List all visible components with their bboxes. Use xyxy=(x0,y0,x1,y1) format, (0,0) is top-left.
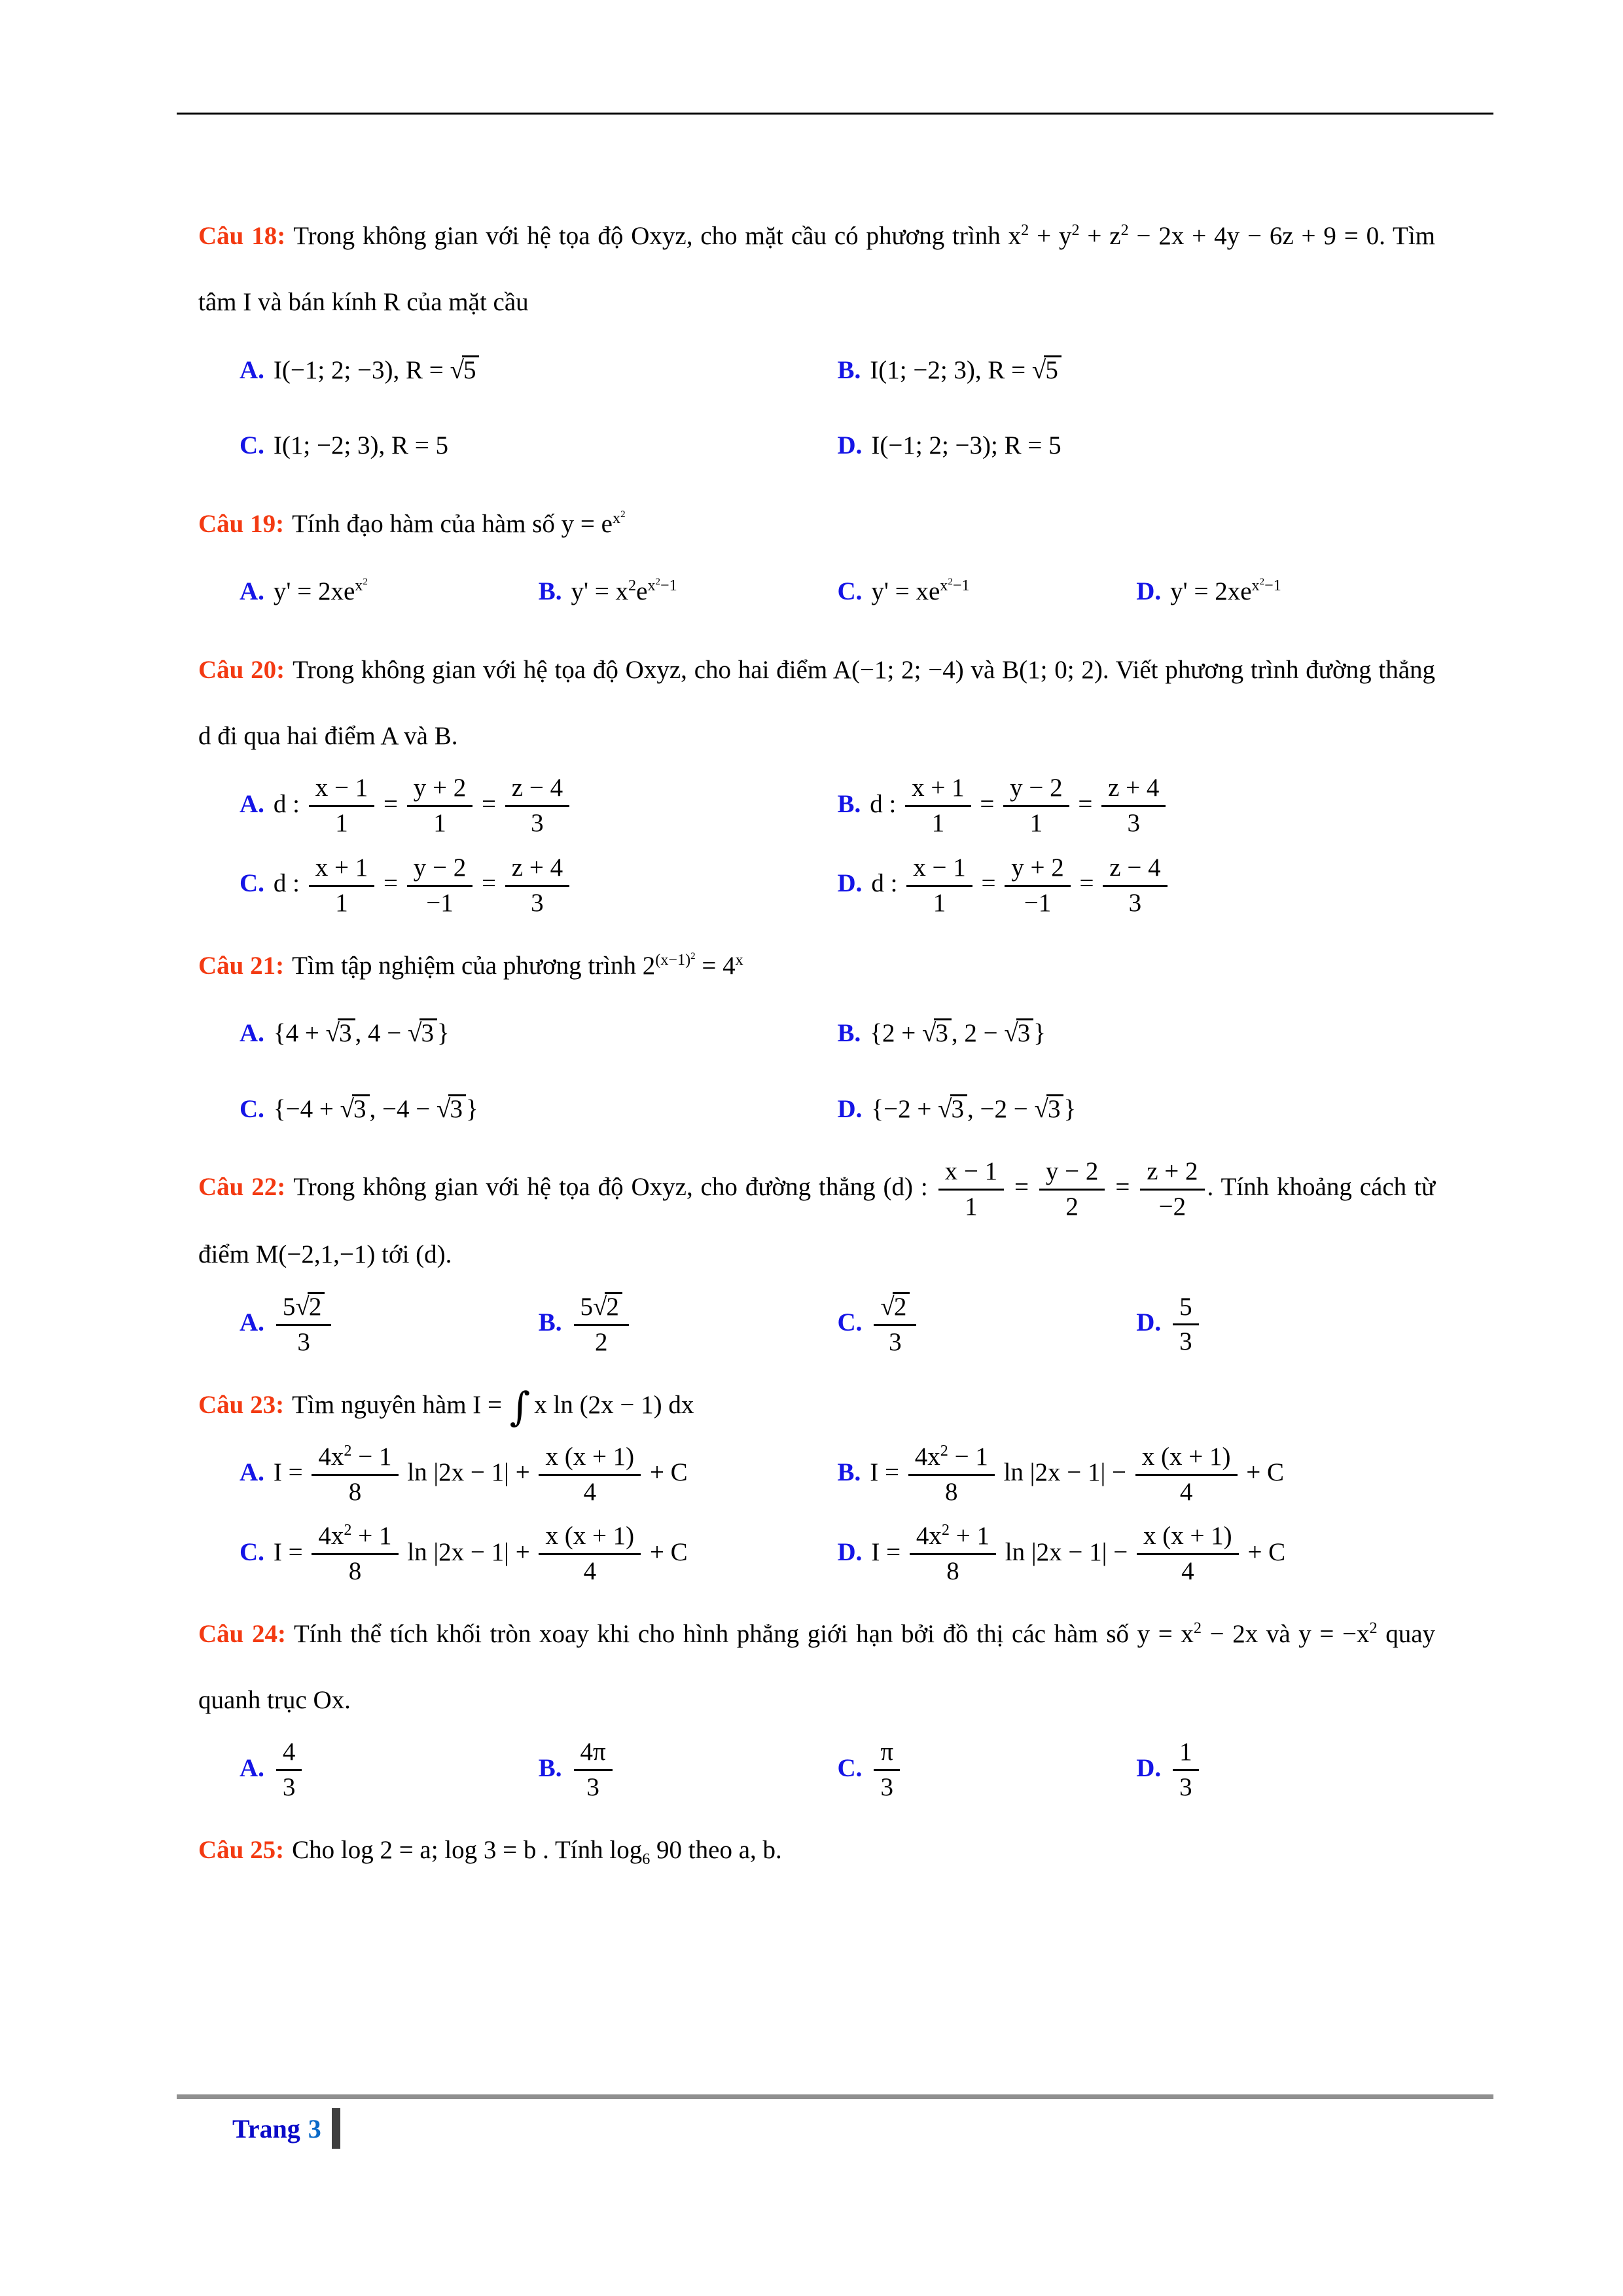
fraction xyxy=(1001,774,1072,838)
sqrt-radical xyxy=(408,1018,437,1047)
option-letter: A. xyxy=(240,1458,264,1487)
option-A xyxy=(240,774,838,838)
radical-sign: √ xyxy=(880,1293,895,1321)
question-label: Câu 24: xyxy=(198,1619,286,1648)
sqrt-radical xyxy=(437,1094,466,1123)
fraction-numerator: y − 2 xyxy=(407,853,473,887)
option-A xyxy=(240,1738,539,1803)
option-content: {−4 + √3 , −4 − √3 } xyxy=(273,1094,478,1123)
fraction-numerator: $4x^2 - 1$ xyxy=(908,1443,995,1476)
option-C xyxy=(240,1079,838,1140)
sqrt-radical xyxy=(938,1094,967,1123)
option-letter: A. xyxy=(240,577,264,606)
fraction-numerator: π xyxy=(874,1738,900,1771)
question-stem-text: Tìm nguyên hàm I = ∫ x ln (2x − 1) dx xyxy=(292,1384,694,1430)
radicand: 2 xyxy=(308,1292,325,1321)
fraction xyxy=(309,1443,401,1507)
fraction-denominator: 4 xyxy=(583,1557,597,1586)
fraction-numerator: $4x^2 + 1$ xyxy=(312,1522,398,1555)
question-stem-text: Trong không gian với hệ tọa độ Oxyz, cho hai điểm A(−1; 2; −4) và B(1; 0; 2). Viết phương trình đường thẳng d đi qua hai điểm A và B. xyxy=(198,655,1436,751)
fraction-numerator xyxy=(874,1292,916,1326)
fraction-numerator: x + 1 xyxy=(905,774,971,807)
question-stem-text: Tính thể tích khối tròn xoay khi cho hình phẳng giới hạn bởi đồ thị các hàm số $y = x^2 - 2x$ và $y = -x^2$ quay quanh trục Ox. xyxy=(198,1619,1436,1715)
fraction-denominator: 3 xyxy=(531,809,544,838)
superscript: 2 xyxy=(628,577,637,595)
fraction xyxy=(536,1443,643,1507)
option-A xyxy=(240,1442,838,1507)
option-D xyxy=(1136,1738,1435,1803)
fraction xyxy=(904,853,975,918)
option-C xyxy=(838,561,1137,622)
option-content: $y' = 2xe^{x^2}$ xyxy=(273,577,368,606)
option-list xyxy=(240,1738,1435,1803)
question-stem xyxy=(198,1372,1435,1438)
option-content: d : $\frac{x - 1}{1}$ = $\frac{y + 2}{-1}$ = $\frac{z - 4}{3}$ xyxy=(871,869,1169,897)
option-letter: C. xyxy=(240,431,264,460)
option-content xyxy=(1170,1738,1202,1802)
page-footer xyxy=(177,2094,1493,2149)
option-content: d : $\frac{x + 1}{1}$ = $\frac{y - 2}{1}$ = $\frac{z + 4}{3}$ xyxy=(870,790,1168,818)
fraction-numerator: y + 2 xyxy=(1005,853,1071,887)
option-content: d : $\frac{x + 1}{1}$ = $\frac{y - 2}{-1}$ = $\frac{z + 4}{3}$ xyxy=(274,869,572,897)
fraction-denominator: 8 xyxy=(946,1557,959,1586)
option-letter: A. xyxy=(240,1753,264,1782)
option-list xyxy=(240,774,1435,918)
fraction xyxy=(871,1292,919,1357)
option-content xyxy=(274,1738,305,1802)
option-letter: D. xyxy=(837,1094,863,1123)
radical-sign: √ xyxy=(340,1094,355,1123)
option-list xyxy=(240,561,1435,622)
question-label: Câu 18: xyxy=(198,222,286,250)
fraction-denominator: 4 xyxy=(1181,1557,1194,1586)
fraction-numerator: 5√2 xyxy=(276,1292,331,1326)
fraction xyxy=(902,774,974,838)
option-letter: D. xyxy=(1136,577,1162,606)
superscript: x2−1 xyxy=(940,577,970,595)
fraction-denominator: 1 xyxy=(1029,809,1043,838)
fraction-numerator: x (x + 1) xyxy=(539,1443,641,1476)
fraction-denominator: 3 xyxy=(1128,888,1142,917)
option-D xyxy=(838,1079,1436,1140)
question-stem xyxy=(198,203,1435,336)
question-stem xyxy=(198,637,1435,770)
sqrt-radical xyxy=(1032,355,1061,384)
fraction xyxy=(1002,853,1073,918)
fraction-numerator: 5 xyxy=(1173,1293,1199,1326)
fraction-denominator: 1 xyxy=(335,888,348,917)
fraction-denominator: 3 xyxy=(1179,1773,1192,1802)
question-24 xyxy=(198,1601,1435,1803)
fraction xyxy=(404,774,476,838)
page-number-label: Trang xyxy=(232,2113,300,2144)
option-content: I(−1; 2; −3); R = 5 xyxy=(871,431,1061,460)
option-letter: C. xyxy=(240,869,264,898)
radical-sign: √ xyxy=(593,1293,607,1321)
radicand: 5 xyxy=(1044,355,1061,384)
fraction-numerator: y − 2 xyxy=(1039,1157,1105,1191)
fraction-numerator: 4π xyxy=(574,1738,613,1771)
radical-sign: √ xyxy=(437,1094,451,1123)
fraction-denominator: 2 xyxy=(1065,1192,1079,1221)
fraction-denominator: 3 xyxy=(586,1773,599,1802)
sqrt-radical xyxy=(880,1292,910,1321)
radicand: 2 xyxy=(605,1292,622,1321)
option-content: $y' = xe^{x^2-1}$ xyxy=(871,577,970,606)
fraction xyxy=(571,1738,615,1803)
fraction-numerator: 5√2 xyxy=(574,1292,629,1326)
superscript: 2 xyxy=(690,950,696,961)
fraction-numerator: $4x^2 + 1$ xyxy=(910,1522,996,1555)
question-22 xyxy=(198,1154,1435,1357)
option-A xyxy=(240,340,838,401)
question-stem xyxy=(198,1154,1435,1288)
fraction-denominator: 3 xyxy=(1179,1327,1192,1356)
fraction-denominator: 1 xyxy=(965,1192,978,1221)
option-content: I = $\frac{4x^2 - 1}{8}$ ln |2x − 1| + $\frac{x (x + 1)}{4}$ + C xyxy=(273,1441,688,1506)
option-letter: B. xyxy=(538,577,562,606)
superscript: 2 xyxy=(363,577,368,588)
option-content xyxy=(274,1293,334,1356)
fraction xyxy=(1170,1738,1202,1803)
fraction xyxy=(871,1738,902,1803)
option-content: {−2 + √3 , −2 − √3 } xyxy=(871,1094,1077,1123)
option-letter: C. xyxy=(837,1753,863,1782)
option-C xyxy=(240,853,838,918)
question-stem-text: Trong không gian với hệ tọa độ Oxyz, cho mặt cầu có phương trình $x^2 + y^2 + z^2 - 2x + 4y - 6z + 9 = 0$. Tìm tâm I và bán kính R của mặt cầu xyxy=(198,221,1435,317)
footer-rule xyxy=(177,2094,1493,2099)
fraction-numerator: z + 2 xyxy=(1140,1157,1204,1191)
fraction xyxy=(1137,1157,1207,1222)
superscript: 2 xyxy=(655,577,661,588)
sqrt-radical xyxy=(922,1018,952,1047)
superscript: x2 xyxy=(612,509,626,527)
sqrt-radical xyxy=(450,355,480,384)
option-A xyxy=(240,561,539,622)
superscript: 2 xyxy=(344,1441,352,1460)
fraction-denominator: −1 xyxy=(1024,888,1052,917)
option-content xyxy=(1170,1292,1202,1356)
fraction-numerator: y − 2 xyxy=(1003,774,1069,807)
question-label: Câu 23: xyxy=(198,1390,285,1419)
option-letter: D. xyxy=(1136,1753,1162,1782)
fraction-numerator: x − 1 xyxy=(938,1157,1005,1191)
option-B xyxy=(539,1738,838,1803)
option-letter: A. xyxy=(240,1018,264,1047)
question-label: Câu 21: xyxy=(198,951,285,980)
fraction xyxy=(1134,1522,1241,1587)
radical-sign: √ xyxy=(325,1018,340,1047)
sqrt-radical xyxy=(1035,1094,1064,1123)
fraction-numerator: x − 1 xyxy=(309,774,375,807)
option-content: {4 + √3 , 4 − √3 } xyxy=(273,1018,450,1047)
fraction-denominator: 1 xyxy=(931,809,945,838)
option-letter: A. xyxy=(240,1308,264,1336)
option-content: I = $\frac{4x^2 - 1}{8}$ ln |2x − 1| − $\frac{x (x + 1)}{4}$ + C xyxy=(870,1441,1285,1506)
fraction xyxy=(906,1443,997,1507)
option-C xyxy=(240,1522,838,1587)
option-content xyxy=(871,1738,902,1802)
fraction-numerator: z + 4 xyxy=(505,853,569,887)
option-letter: C. xyxy=(837,577,863,606)
question-stem-text: Trong không gian với hệ tọa độ Oxyz, cho đường thẳng (d) : $\frac{x - 1}{1}$ = $\frac{y - 2}{2}$ = $\frac{z + 2}{-2}$ . Tính khoảng cách từ điểm M(−2,1,−1) tới (d). xyxy=(198,1157,1436,1269)
superscript: x xyxy=(735,950,743,969)
question-label: Câu 22: xyxy=(198,1173,286,1202)
option-letter: C. xyxy=(240,1094,264,1123)
question-stem xyxy=(198,933,1435,999)
subscript: 6 xyxy=(642,1850,651,1868)
option-letter: A. xyxy=(240,789,264,818)
superscript: 2 xyxy=(1259,577,1265,588)
option-content: I(1; −2; 3), R = √5 xyxy=(870,356,1061,384)
option-list xyxy=(240,1292,1435,1357)
option-B xyxy=(838,1442,1436,1507)
question-stem xyxy=(198,1601,1435,1734)
radical-sign: √ xyxy=(921,1018,936,1047)
option-letter: B. xyxy=(837,355,861,384)
option-B xyxy=(838,1003,1436,1064)
question-18 xyxy=(198,203,1435,476)
option-letter: C. xyxy=(837,1308,863,1336)
radicand: 3 xyxy=(1046,1094,1064,1123)
fraction-denominator: 3 xyxy=(1127,809,1141,838)
fraction-numerator: z − 4 xyxy=(1103,853,1167,887)
option-letter: B. xyxy=(837,1018,861,1047)
fraction xyxy=(306,853,378,918)
fraction xyxy=(1037,1157,1108,1222)
fraction xyxy=(503,853,572,918)
option-B xyxy=(838,340,1436,401)
fraction-denominator: 8 xyxy=(348,1477,362,1506)
fraction-numerator: z − 4 xyxy=(505,774,569,807)
question-label: Câu 19: xyxy=(198,509,285,538)
question-stem-text: Tính đạo hàm của hàm số $y = e^{x^2}$ xyxy=(292,509,626,538)
superscript: 2 xyxy=(620,509,626,520)
fraction-numerator: x + 1 xyxy=(309,853,375,887)
option-letter: D. xyxy=(1136,1308,1162,1336)
option-letter: B. xyxy=(538,1753,562,1782)
fraction-denominator: 1 xyxy=(433,809,446,838)
superscript: 2 xyxy=(1369,1619,1378,1637)
question-25 xyxy=(198,1817,1435,1883)
fraction-numerator: z + 4 xyxy=(1101,774,1166,807)
option-A xyxy=(240,1003,838,1064)
option-C xyxy=(838,1738,1137,1803)
option-letter: C. xyxy=(240,1537,264,1566)
question-stem-text: Tìm tập nghiệm của phương trình $2^{(x-1)^2} = 4^x$ xyxy=(292,950,743,980)
option-D xyxy=(1136,1292,1435,1357)
fraction xyxy=(306,774,378,838)
option-C xyxy=(838,1292,1137,1357)
superscript: 2 xyxy=(948,577,953,588)
fraction-denominator: −2 xyxy=(1158,1192,1186,1221)
fraction-numerator: y + 2 xyxy=(407,774,473,807)
fraction xyxy=(503,774,572,838)
fraction-numerator: $4x^2 - 1$ xyxy=(312,1443,398,1476)
fraction xyxy=(1100,853,1169,918)
superscript: x2 xyxy=(355,577,368,595)
fraction-denominator: 3 xyxy=(297,1327,310,1356)
superscript: 2 xyxy=(940,1441,948,1460)
page-number-line xyxy=(232,2108,1493,2149)
option-D xyxy=(1136,561,1435,622)
fraction xyxy=(309,1522,401,1587)
fraction-denominator: 8 xyxy=(945,1477,958,1506)
option-B xyxy=(539,1292,838,1357)
superscript: 2 xyxy=(344,1521,352,1539)
fraction-denominator: 2 xyxy=(594,1327,608,1356)
option-content: I(1; −2; 3), R = 5 xyxy=(273,431,449,460)
option-D xyxy=(838,415,1436,476)
question-label: Câu 20: xyxy=(198,655,285,684)
superscript: x2−1 xyxy=(647,577,677,595)
option-letter: D. xyxy=(837,431,863,460)
option-letter: B. xyxy=(837,1458,861,1487)
question-23 xyxy=(198,1372,1435,1587)
option-list xyxy=(240,1003,1435,1139)
page-number: 3 xyxy=(308,2113,321,2144)
radicand: 3 xyxy=(338,1018,355,1047)
radicand: 3 xyxy=(352,1094,370,1123)
fraction xyxy=(274,1738,305,1803)
superscript: 2 xyxy=(1021,221,1029,239)
radicand: 2 xyxy=(893,1292,910,1321)
superscript: 2 xyxy=(1071,221,1080,239)
option-content: d : $\frac{x - 1}{1}$ = $\frac{y + 2}{1}$ = $\frac{z - 4}{3}$ xyxy=(274,790,572,818)
fraction xyxy=(1170,1293,1202,1357)
question-stem xyxy=(198,1817,1435,1883)
fraction-numerator: 4 xyxy=(276,1738,302,1771)
option-letter: B. xyxy=(538,1308,562,1336)
option-letter: A. xyxy=(240,355,264,384)
sqrt-radical xyxy=(1004,1018,1033,1047)
superscript: 2 xyxy=(1120,221,1129,239)
option-D xyxy=(838,853,1436,918)
question-20 xyxy=(198,637,1435,918)
fraction-denominator: 3 xyxy=(889,1327,902,1356)
sqrt-radical xyxy=(326,1018,355,1047)
radical-sign: √ xyxy=(295,1293,310,1321)
question-stem-text: Cho log 2 = a; log 3 = b . Tính $\log_6 90$ theo a, b. xyxy=(292,1836,782,1868)
radicand: 3 xyxy=(1016,1018,1034,1047)
fraction-denominator: 1 xyxy=(933,888,946,917)
option-content: I(−1; 2; −3), R = √5 xyxy=(274,356,480,384)
option-letter: D. xyxy=(837,869,863,898)
fraction-numerator: x (x + 1) xyxy=(539,1522,641,1555)
fraction xyxy=(1099,774,1168,838)
fraction xyxy=(936,1157,1007,1222)
superscript: (x−1)2 xyxy=(655,950,696,969)
superscript: 2 xyxy=(1193,1619,1202,1637)
question-label: Câu 25: xyxy=(198,1836,285,1865)
fraction xyxy=(907,1522,999,1587)
question-list xyxy=(198,203,1435,1898)
radicand: 3 xyxy=(448,1094,466,1123)
option-letter: B. xyxy=(837,789,861,818)
option-letter: D. xyxy=(837,1537,863,1566)
fraction xyxy=(1133,1443,1240,1507)
radical-sign: √ xyxy=(450,355,464,384)
radical-sign: √ xyxy=(408,1018,422,1047)
radical-sign: √ xyxy=(1031,355,1046,384)
question-21 xyxy=(198,933,1435,1140)
radical-sign: √ xyxy=(1034,1094,1048,1123)
fraction-denominator: 1 xyxy=(335,809,348,838)
sqrt-radical xyxy=(340,1094,370,1123)
fraction xyxy=(274,1292,334,1357)
option-D xyxy=(838,1522,1436,1587)
option-C xyxy=(240,415,838,476)
option-content: I = $\frac{4x^2 + 1}{8}$ ln |2x − 1| − $\frac{x (x + 1)}{4}$ + C xyxy=(871,1521,1286,1586)
sqrt-radical xyxy=(593,1292,622,1321)
radicand: 3 xyxy=(934,1018,952,1047)
fraction xyxy=(571,1292,632,1357)
option-content: {2 + √3 , 2 − √3 } xyxy=(870,1018,1046,1047)
superscript: x2−1 xyxy=(1251,577,1281,595)
option-content: $y' = 2xe^{x^2-1}$ xyxy=(1170,577,1281,606)
sqrt-radical xyxy=(295,1292,325,1321)
option-list xyxy=(240,340,1435,476)
fraction-denominator: 3 xyxy=(531,888,544,917)
question-stem xyxy=(198,491,1435,557)
option-A xyxy=(240,1292,539,1357)
fraction-denominator: 3 xyxy=(282,1773,296,1802)
footer-bar xyxy=(332,2108,340,2149)
option-B xyxy=(838,774,1436,838)
fraction-denominator: 3 xyxy=(880,1773,894,1802)
fraction-numerator: x (x + 1) xyxy=(1135,1443,1238,1476)
option-content: $y' = x^2e^{x^2-1}$ xyxy=(571,577,677,606)
fraction-numerator: x − 1 xyxy=(906,853,972,887)
header-rule xyxy=(177,113,1493,115)
radical-sign: √ xyxy=(1004,1018,1018,1047)
fraction-denominator: 4 xyxy=(1179,1477,1193,1506)
option-content xyxy=(571,1293,632,1356)
fraction xyxy=(536,1522,643,1587)
radicand: 5 xyxy=(462,355,480,384)
option-content: I = $\frac{4x^2 + 1}{8}$ ln |2x − 1| + $\frac{x (x + 1)}{4}$ + C xyxy=(273,1521,688,1586)
radicand: 3 xyxy=(950,1094,968,1123)
question-19 xyxy=(198,491,1435,622)
fraction-numerator: 1 xyxy=(1173,1738,1199,1771)
option-content xyxy=(871,1293,919,1356)
option-list xyxy=(240,1442,1435,1587)
fraction-denominator: 4 xyxy=(583,1477,597,1506)
radicand: 3 xyxy=(419,1018,437,1047)
fraction-denominator: −1 xyxy=(426,888,454,917)
fraction-numerator: x (x + 1) xyxy=(1137,1522,1239,1555)
radical-sign: √ xyxy=(938,1094,952,1123)
option-B xyxy=(539,561,838,622)
fraction-denominator: 8 xyxy=(348,1557,362,1586)
superscript: 2 xyxy=(941,1521,950,1539)
fraction xyxy=(404,853,476,918)
